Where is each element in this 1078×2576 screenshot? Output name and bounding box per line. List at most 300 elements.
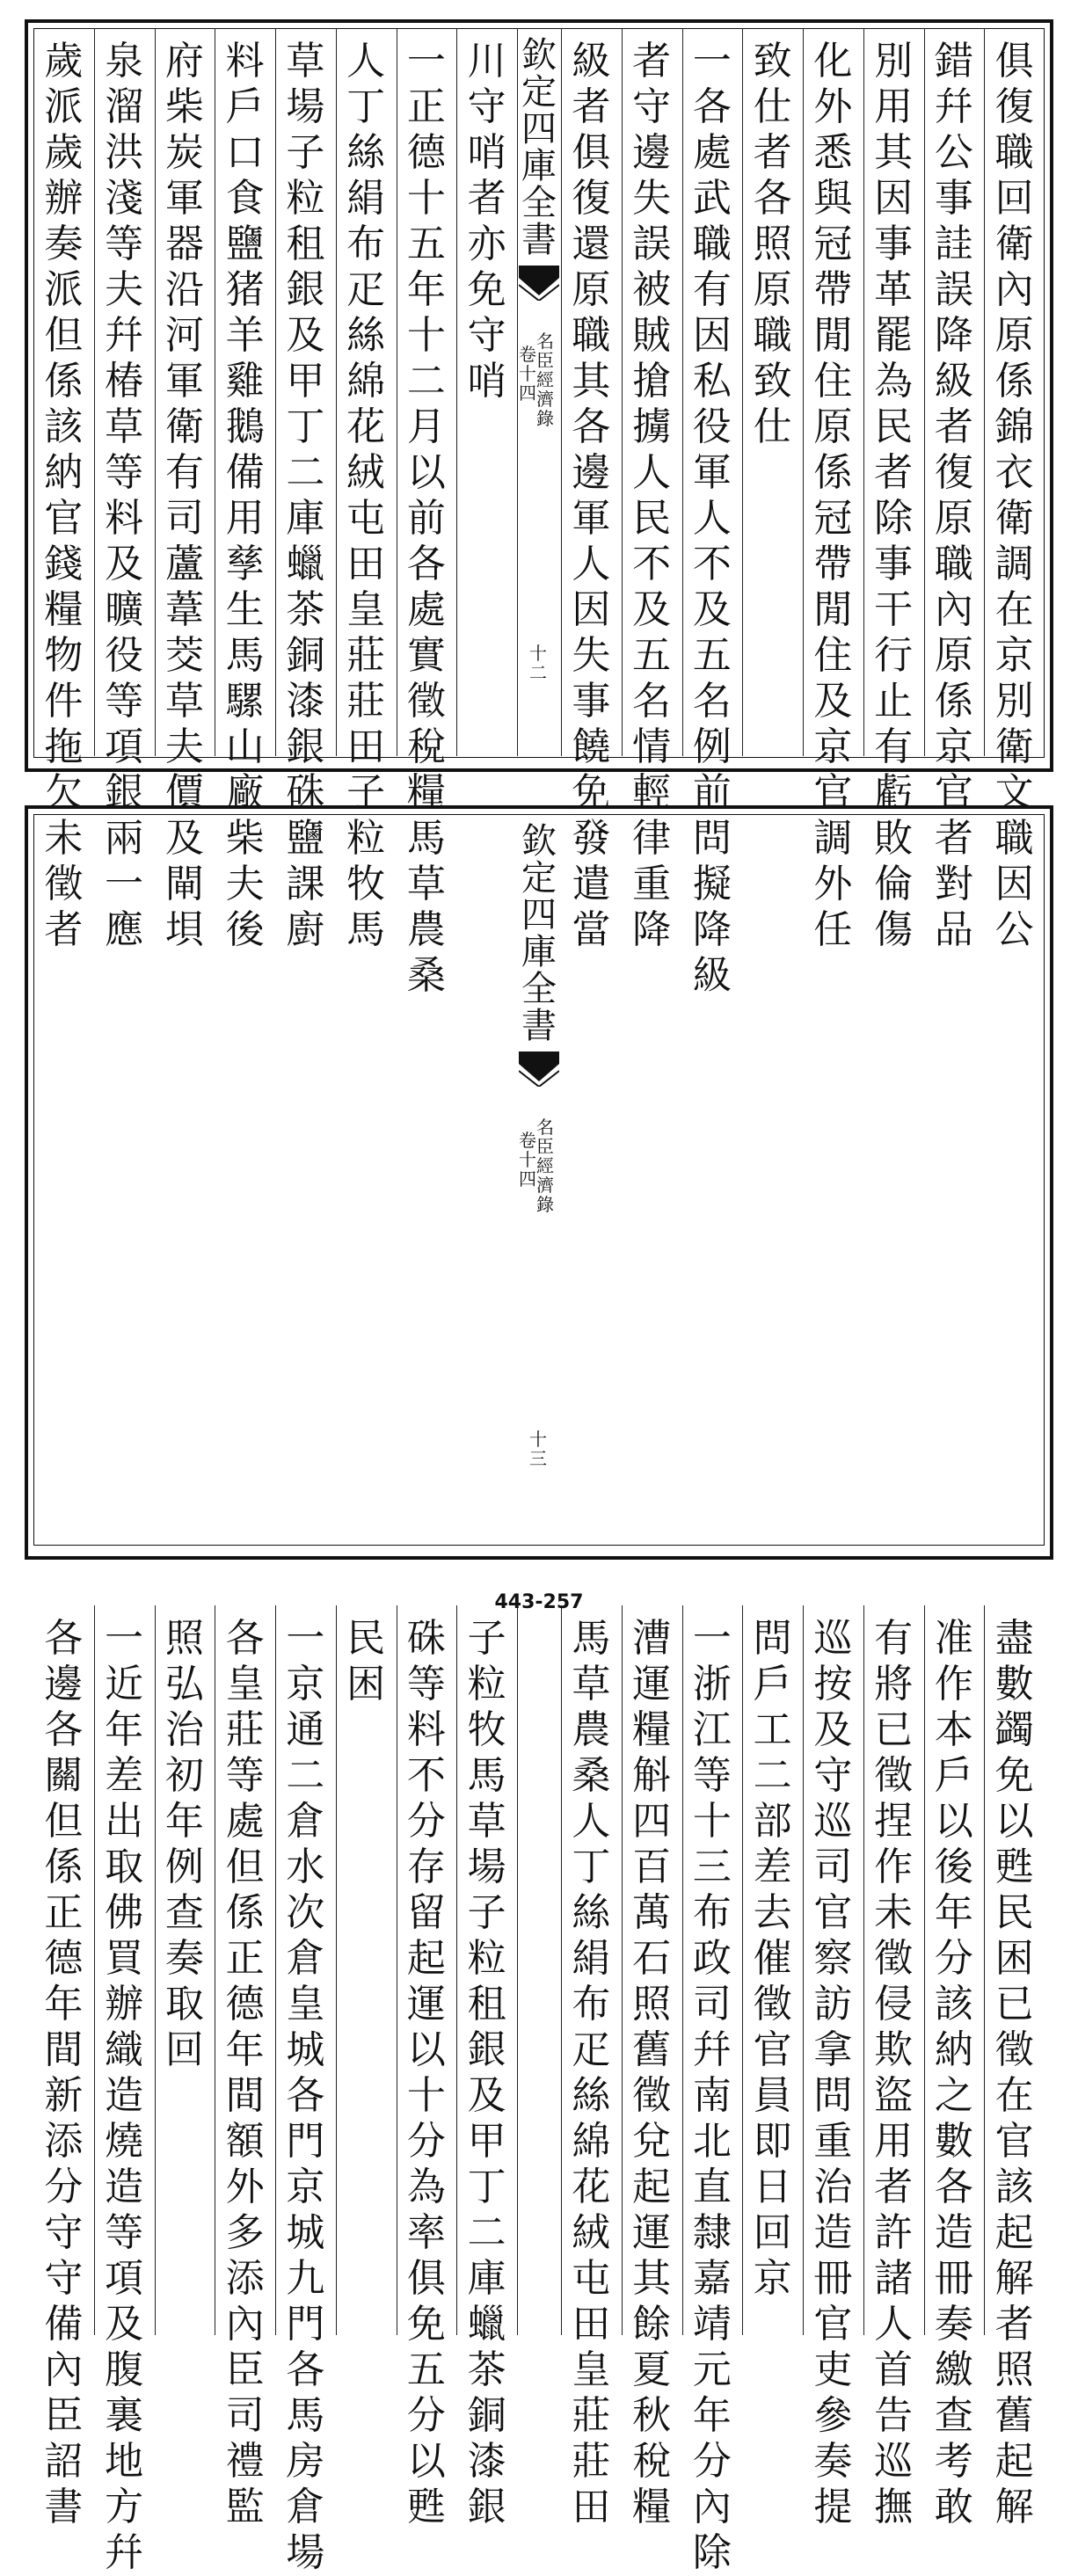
- glyph: 兌: [632, 2119, 672, 2164]
- glyph: 解: [994, 2256, 1034, 2301]
- glyph: 化: [813, 39, 853, 84]
- glyph: 辦: [105, 1982, 144, 2027]
- glyph: 門: [286, 2302, 325, 2347]
- glyph: 納: [44, 450, 84, 495]
- glyph: 名: [536, 331, 554, 352]
- glyph: 因: [572, 587, 611, 632]
- glyph: 衛: [994, 724, 1034, 769]
- glyph: 官: [813, 770, 853, 815]
- column-rule: [924, 1605, 925, 2335]
- glyph: 分: [692, 2439, 732, 2484]
- glyph: 前: [692, 770, 732, 815]
- glyph: 私: [692, 359, 732, 404]
- glyph: 十: [406, 2073, 446, 2118]
- glyph: 在: [994, 2073, 1034, 2118]
- glyph: 本: [934, 1707, 973, 1752]
- glyph: 者: [632, 39, 672, 84]
- glyph: 以: [406, 2027, 446, 2072]
- glyph: 品: [934, 907, 973, 952]
- glyph: 四: [521, 895, 557, 935]
- glyph: 徵: [406, 679, 446, 724]
- glyph: 糧: [44, 587, 84, 632]
- glyph: 莊: [572, 2393, 611, 2438]
- glyph: 與: [813, 176, 853, 221]
- glyph: 茶: [467, 2347, 506, 2392]
- glyph: 弘: [164, 1662, 204, 1706]
- glyph: 悉: [813, 130, 853, 175]
- glyph: 月: [406, 404, 446, 449]
- glyph: 四: [632, 1799, 672, 1844]
- glyph: 淺: [105, 176, 144, 221]
- glyph: 降: [632, 907, 672, 952]
- glyph: 歲: [44, 130, 84, 175]
- glyph: 鵝: [225, 404, 265, 449]
- glyph: 者: [753, 130, 792, 175]
- glyph: 革: [874, 267, 914, 312]
- glyph: 該: [44, 404, 84, 449]
- glyph: 錄: [536, 1194, 554, 1215]
- glyph: 造: [934, 2210, 973, 2255]
- glyph: 農: [572, 1707, 611, 1752]
- glyph: 之: [934, 2073, 973, 2118]
- glyph: 將: [874, 1662, 914, 1706]
- glyph: 軍: [164, 359, 204, 404]
- upper-center-fold: [517, 28, 561, 756]
- glyph: 額: [225, 2119, 265, 2164]
- glyph: 作: [874, 1845, 914, 1889]
- glyph: 守: [44, 2256, 84, 2301]
- glyph: 十: [692, 1799, 732, 1844]
- text-column: [745, 39, 801, 450]
- glyph: 後: [934, 1845, 973, 1889]
- glyph: 人: [346, 39, 386, 84]
- glyph: 及: [813, 1707, 853, 1752]
- glyph: 官: [813, 1890, 853, 1935]
- glyph: 邊: [44, 1662, 84, 1706]
- glyph: 提: [813, 2485, 853, 2529]
- glyph: 軍: [572, 496, 611, 541]
- glyph: 山: [225, 724, 265, 769]
- glyph: 者: [934, 816, 973, 861]
- glyph: 絨: [346, 450, 386, 495]
- glyph: 造: [105, 2165, 144, 2209]
- text-column: [277, 1616, 333, 2576]
- glyph: 但: [225, 1845, 265, 1889]
- glyph: 元: [692, 2347, 732, 2392]
- glyph: 對: [934, 862, 973, 906]
- glyph: 銅: [467, 2393, 506, 2438]
- glyph: 差: [105, 1753, 144, 1798]
- glyph: 後: [225, 907, 265, 952]
- glyph: 欺: [874, 2027, 914, 2072]
- glyph: 莊: [346, 633, 386, 678]
- glyph: 問: [813, 2073, 853, 2118]
- glyph: 銀: [467, 2027, 506, 2072]
- glyph: 各: [225, 1616, 265, 1661]
- glyph: 倉: [286, 1799, 325, 1844]
- glyph: 猪: [225, 267, 265, 312]
- text-column: [35, 1616, 91, 2530]
- glyph: 府: [164, 39, 204, 84]
- glyph: 復: [994, 84, 1034, 129]
- glyph: 舊: [632, 2027, 672, 2072]
- glyph: 原: [753, 267, 792, 312]
- glyph: 巡: [813, 1616, 853, 1661]
- text-column: [745, 1616, 801, 2302]
- glyph: 銅: [286, 633, 325, 678]
- glyph: 草: [164, 679, 204, 724]
- glyph: 者: [572, 84, 611, 129]
- glyph: 捏: [874, 1799, 914, 1844]
- glyph: 地: [105, 2439, 144, 2484]
- glyph: 硃: [406, 1616, 446, 1661]
- glyph: 錄: [536, 408, 554, 429]
- glyph: 綿: [346, 359, 386, 404]
- glyph: 馬: [286, 2393, 325, 2438]
- glyph: 還: [572, 222, 611, 266]
- glyph: 巡: [813, 1799, 853, 1844]
- glyph: 工: [753, 1707, 792, 1752]
- glyph: 件: [44, 679, 84, 724]
- glyph: 奏: [813, 2439, 853, 2484]
- glyph: 分: [406, 2393, 446, 2438]
- glyph: 職: [994, 816, 1034, 861]
- glyph: 疋: [346, 267, 386, 312]
- glyph: 絲: [572, 1890, 611, 1935]
- glyph: 浙: [692, 1662, 732, 1706]
- glyph: 舊: [994, 2393, 1034, 2438]
- glyph: 生: [225, 587, 265, 632]
- glyph: 德: [406, 130, 446, 175]
- glyph: 該: [994, 2165, 1034, 2209]
- glyph: 哨: [467, 130, 506, 175]
- glyph: 及: [692, 587, 732, 632]
- glyph: 差: [753, 1845, 792, 1889]
- upper-page: [0, 0, 1078, 998]
- glyph: 未: [44, 816, 84, 861]
- glyph: 處: [692, 130, 732, 175]
- glyph: 全: [521, 183, 557, 223]
- glyph: 誤: [632, 222, 672, 266]
- glyph: 數: [934, 2119, 973, 2164]
- glyph: 仕: [753, 404, 792, 449]
- glyph: 等: [225, 1753, 265, 1798]
- glyph: 敢: [934, 2485, 973, 2529]
- glyph: 粒: [467, 1662, 506, 1706]
- glyph: 分: [406, 2119, 446, 2164]
- glyph: 丁: [467, 2165, 506, 2209]
- glyph: 係: [934, 679, 973, 724]
- glyph: 但: [44, 1799, 84, 1844]
- glyph: 例: [164, 1845, 204, 1889]
- glyph: 及: [286, 313, 325, 358]
- glyph: 免: [406, 2302, 446, 2347]
- glyph: 卷: [519, 1130, 536, 1151]
- glyph: 因: [994, 862, 1034, 906]
- glyph: 造: [105, 2073, 144, 2118]
- text-column: [459, 39, 515, 404]
- column-rule: [336, 1605, 337, 2335]
- glyph: 係: [813, 450, 853, 495]
- glyph: 重: [813, 2119, 853, 2164]
- glyph: 取: [164, 1982, 204, 2027]
- glyph: 事: [874, 542, 914, 586]
- glyph: 及: [105, 2302, 144, 2347]
- glyph: 人: [572, 1799, 611, 1844]
- glyph: 原: [813, 404, 853, 449]
- glyph: 臣: [536, 350, 554, 371]
- glyph: 五: [406, 2347, 446, 2392]
- glyph: 北: [692, 2119, 732, 2164]
- glyph: 軍: [164, 176, 204, 221]
- glyph: 閒: [813, 587, 853, 632]
- glyph: 漆: [467, 2439, 506, 2484]
- glyph: 關: [44, 1753, 84, 1798]
- glyph: 重: [632, 862, 672, 906]
- glyph: 名: [536, 1117, 554, 1138]
- glyph: 馬: [346, 907, 386, 952]
- glyph: 許: [874, 2210, 914, 2255]
- glyph: 二: [529, 662, 547, 683]
- glyph: 絹: [346, 176, 386, 221]
- glyph: 各: [44, 1616, 84, 1661]
- glyph: 奏: [44, 222, 84, 266]
- glyph: 粒: [346, 816, 386, 861]
- glyph: 初: [164, 1753, 204, 1798]
- glyph: 者: [994, 2302, 1034, 2347]
- glyph: 十: [529, 1429, 547, 1450]
- glyph: 敗: [874, 816, 914, 861]
- glyph: 田: [346, 542, 386, 586]
- glyph: 冊: [813, 2256, 853, 2301]
- glyph: 鹽: [286, 816, 325, 861]
- glyph: 廠: [225, 770, 265, 815]
- glyph: 絲: [346, 313, 386, 358]
- glyph: 戶: [225, 84, 265, 129]
- glyph: 口: [225, 130, 265, 175]
- column-rule: [984, 1605, 985, 2335]
- glyph: 用: [874, 84, 914, 129]
- glyph: 沿: [164, 267, 204, 312]
- glyph: 柴: [225, 816, 265, 861]
- glyph: 未: [874, 1890, 914, 1935]
- glyph: 十: [406, 176, 446, 221]
- glyph: 其: [874, 130, 914, 175]
- glyph: 係: [44, 1845, 84, 1889]
- glyph: 草: [572, 1662, 611, 1706]
- glyph: 有: [874, 724, 914, 769]
- glyph: 馬: [467, 1753, 506, 1798]
- glyph: 年: [406, 267, 446, 312]
- glyph: 五: [692, 633, 732, 678]
- glyph: 被: [632, 267, 672, 312]
- glyph: 武: [692, 176, 732, 221]
- glyph: 幷: [692, 2027, 732, 2072]
- glyph: 查: [164, 1890, 204, 1935]
- glyph: 料: [225, 39, 265, 84]
- glyph: 官: [44, 496, 84, 541]
- glyph: 花: [572, 2165, 611, 2209]
- glyph: 騾: [225, 679, 265, 724]
- glyph: 戶: [753, 1662, 792, 1706]
- glyph: 有: [692, 267, 732, 312]
- glyph: 庫: [521, 146, 557, 186]
- glyph: 外: [813, 862, 853, 906]
- glyph: 罷: [874, 313, 914, 358]
- glyph: 該: [934, 1982, 973, 2027]
- glyph: 取: [105, 1845, 144, 1889]
- glyph: 垻: [164, 907, 204, 952]
- glyph: 調: [813, 816, 853, 861]
- glyph: 問: [753, 1616, 792, 1661]
- glyph: 起: [406, 1936, 446, 1981]
- glyph: 丁: [346, 84, 386, 129]
- glyph: 守: [467, 313, 506, 358]
- glyph: 皇: [286, 1982, 325, 2027]
- glyph: 內: [934, 587, 973, 632]
- glyph: 盜: [874, 2073, 914, 2118]
- glyph: 除: [692, 2530, 732, 2575]
- glyph: 粒: [467, 1936, 506, 1981]
- lower-center-page-number: [529, 1430, 547, 1468]
- column-rule: [863, 28, 864, 756]
- glyph: 者: [467, 176, 506, 221]
- glyph: 京: [813, 724, 853, 769]
- glyph: 查: [934, 2393, 973, 2438]
- glyph: 等: [105, 679, 144, 724]
- glyph: 守: [632, 84, 672, 129]
- glyph: 欽: [521, 821, 557, 862]
- glyph: 庫: [467, 2256, 506, 2301]
- glyph: 侵: [874, 1982, 914, 2027]
- glyph: 司: [692, 1982, 732, 2027]
- glyph: 在: [994, 587, 1034, 632]
- glyph: 誤: [934, 267, 973, 312]
- glyph: 因: [692, 313, 732, 358]
- glyph: 莊: [225, 1707, 265, 1752]
- text-column: [398, 1616, 455, 2530]
- glyph: 夫: [105, 267, 144, 312]
- glyph: 諸: [874, 2256, 914, 2301]
- glyph: 場: [286, 84, 325, 129]
- glyph: 馬: [406, 816, 446, 861]
- glyph: 項: [105, 2256, 144, 2301]
- glyph: 溜: [105, 84, 144, 129]
- glyph: 亦: [467, 222, 506, 266]
- glyph: 內: [692, 2485, 732, 2529]
- glyph: 傷: [874, 907, 914, 952]
- column-rule: [803, 28, 804, 756]
- glyph: 經: [536, 369, 554, 390]
- glyph: 及: [164, 816, 204, 861]
- glyph: 等: [105, 450, 144, 495]
- glyph: 直: [692, 2165, 732, 2209]
- fishtail-mark-icon: [519, 266, 559, 301]
- glyph: 田: [572, 2485, 611, 2529]
- glyph: 課: [286, 862, 325, 906]
- glyph: 困: [994, 1936, 1034, 1981]
- glyph: 巡: [874, 2439, 914, 2484]
- glyph: 斛: [632, 1753, 672, 1798]
- glyph: 原: [572, 267, 611, 312]
- glyph: 及: [467, 2073, 506, 2118]
- glyph: 全: [521, 969, 557, 1009]
- glyph: 但: [44, 313, 84, 358]
- glyph: 去: [753, 1890, 792, 1935]
- glyph: 考: [934, 2439, 973, 2484]
- glyph: 人: [874, 2302, 914, 2347]
- glyph: 參: [813, 2393, 853, 2438]
- glyph: 運: [406, 1982, 446, 2027]
- glyph: 曠: [105, 587, 144, 632]
- column-rule: [94, 1605, 95, 2335]
- glyph: 京: [286, 1662, 325, 1706]
- glyph: 二: [286, 1753, 325, 1798]
- glyph: 者: [874, 450, 914, 495]
- column-rule: [803, 1605, 804, 2335]
- glyph: 器: [164, 222, 204, 266]
- glyph: 納: [934, 2027, 973, 2072]
- glyph: 絲: [572, 2073, 611, 2118]
- glyph: 准: [934, 1616, 973, 1661]
- glyph: 二: [753, 1753, 792, 1798]
- glyph: 二: [406, 359, 446, 404]
- glyph: 城: [286, 2027, 325, 2072]
- glyph: 秋: [632, 2393, 672, 2438]
- glyph: 照: [994, 2347, 1034, 2392]
- glyph: 帶: [813, 542, 853, 586]
- glyph: 守: [467, 84, 506, 129]
- glyph: 倫: [874, 862, 914, 906]
- glyph: 造: [813, 2210, 853, 2255]
- glyph: 擄: [632, 404, 672, 449]
- glyph: 別: [874, 39, 914, 84]
- glyph: 監: [225, 2485, 265, 2529]
- glyph: 訪: [813, 1982, 853, 2027]
- glyph: 莊: [346, 679, 386, 724]
- glyph: 降: [692, 907, 732, 952]
- glyph: 布: [692, 1890, 732, 1935]
- glyph: 川: [467, 39, 506, 84]
- glyph: 照: [632, 1982, 672, 2027]
- glyph: 察: [813, 1936, 853, 1981]
- glyph: 一: [105, 862, 144, 906]
- lower-center-book: [536, 1117, 554, 1214]
- glyph: 莊: [572, 2439, 611, 2484]
- glyph: 遣: [572, 862, 611, 906]
- glyph: 等: [406, 1662, 446, 1706]
- page-footer-number: 443-257: [494, 1591, 584, 1613]
- glyph: 運: [632, 1662, 672, 1706]
- glyph: 錢: [44, 542, 84, 586]
- glyph: 回: [164, 2027, 204, 2072]
- glyph: 律: [632, 816, 672, 861]
- column-rule: [456, 1605, 457, 2335]
- glyph: 硃: [286, 770, 325, 815]
- glyph: 名: [632, 679, 672, 724]
- glyph: 有: [164, 450, 204, 495]
- glyph: 皇: [346, 587, 386, 632]
- glyph: 徵: [753, 1982, 792, 2027]
- glyph: 奏: [934, 2302, 973, 2347]
- glyph: 百: [632, 1845, 672, 1889]
- glyph: 催: [753, 1936, 792, 1981]
- glyph: 門: [286, 2119, 325, 2164]
- glyph: 不: [406, 1753, 446, 1798]
- glyph: 石: [632, 1936, 672, 1981]
- glyph: 等: [105, 2210, 144, 2255]
- text-column: [865, 1616, 921, 2530]
